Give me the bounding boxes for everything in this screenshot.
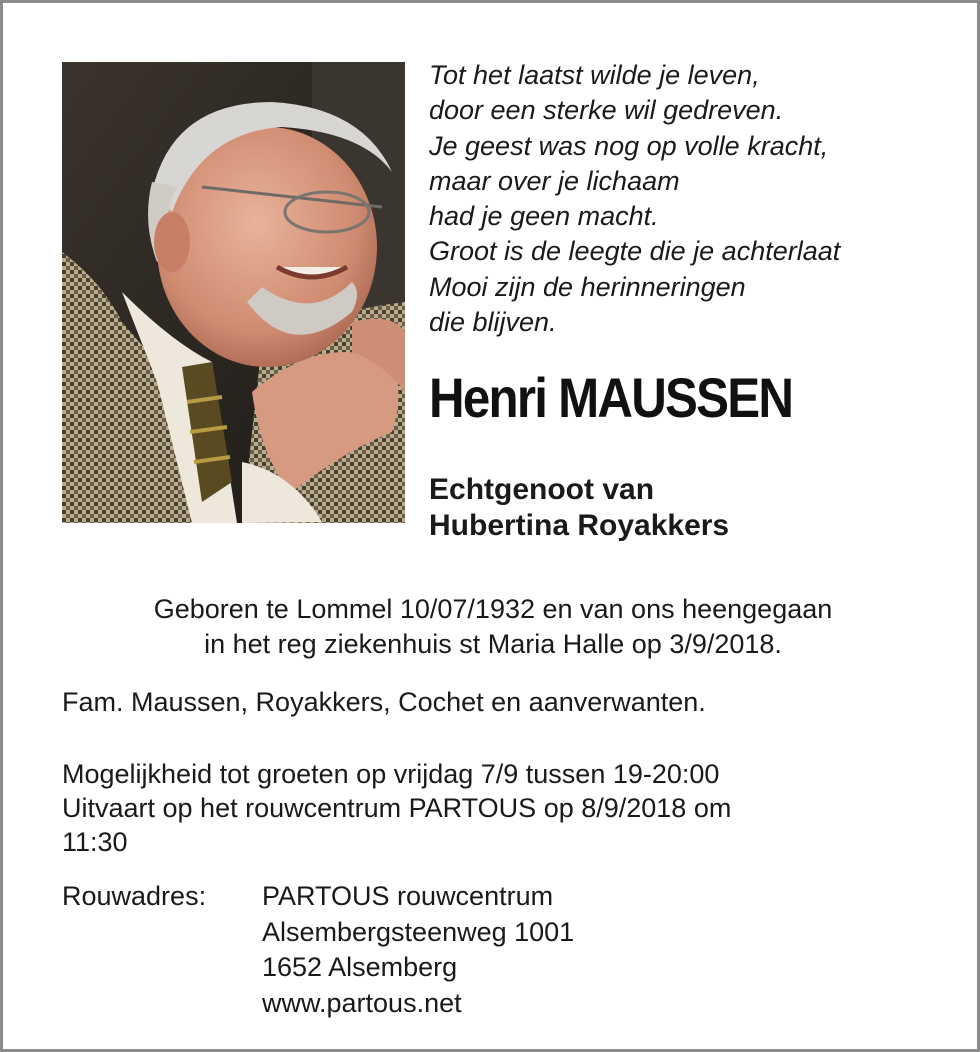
family-names: Fam. Maussen, Royakkers, Cochet en aanverwanten. bbox=[62, 687, 706, 717]
address-venue: PARTOUS rouwcentrum bbox=[262, 881, 554, 911]
poem-line: door een sterke wil gedreven. bbox=[429, 95, 784, 126]
funeral-time: 11:30 bbox=[62, 827, 128, 857]
poem-line: Mooi zijn de herinneringen bbox=[429, 271, 746, 302]
poem bbox=[429, 58, 969, 340]
address-label: Rouwadres: bbox=[62, 881, 207, 911]
poem-line: Groot is de leegte die je achterlaat bbox=[429, 236, 841, 267]
portrait-photo bbox=[62, 62, 405, 523]
funeral-line: Uitvaart op het rouwcentrum PARTOUS op 8/9/2018 om bbox=[62, 793, 732, 823]
address-city: 1652 Alsemberg bbox=[262, 952, 458, 982]
poem-line: Je geest was nog op volle kracht, bbox=[429, 130, 829, 161]
visitation-line: Mogelijkheid tot groeten op vrijdag 7/9 tussen 19-20:00 bbox=[62, 759, 720, 789]
poem-line: Tot het laatst wilde je leven, bbox=[429, 60, 760, 90]
address-website: www.partous.net bbox=[262, 987, 462, 1018]
death-line: in het reg ziekenhuis st Maria Halle op 3/9/2018. bbox=[204, 629, 782, 659]
poem-line: maar over je lichaam bbox=[429, 165, 680, 196]
deceased-name: Henri MAUSSEN bbox=[429, 366, 793, 429]
spouse-block bbox=[429, 472, 729, 544]
poem-line: had je geen macht. bbox=[429, 201, 659, 232]
birth-line: Geboren te Lommel 10/07/1932 en van ons heengegaan bbox=[153, 594, 833, 624]
poem-line: die blijven. bbox=[429, 307, 557, 338]
spouse-relation: Echtgenoot van bbox=[429, 473, 655, 506]
birth-death-info bbox=[43, 592, 943, 662]
service-info bbox=[62, 757, 932, 859]
address-lines bbox=[262, 879, 574, 1021]
address-street: Alsembergsteenweg 1001 bbox=[262, 916, 575, 947]
spouse-name: Hubertina Royakkers bbox=[429, 509, 730, 542]
